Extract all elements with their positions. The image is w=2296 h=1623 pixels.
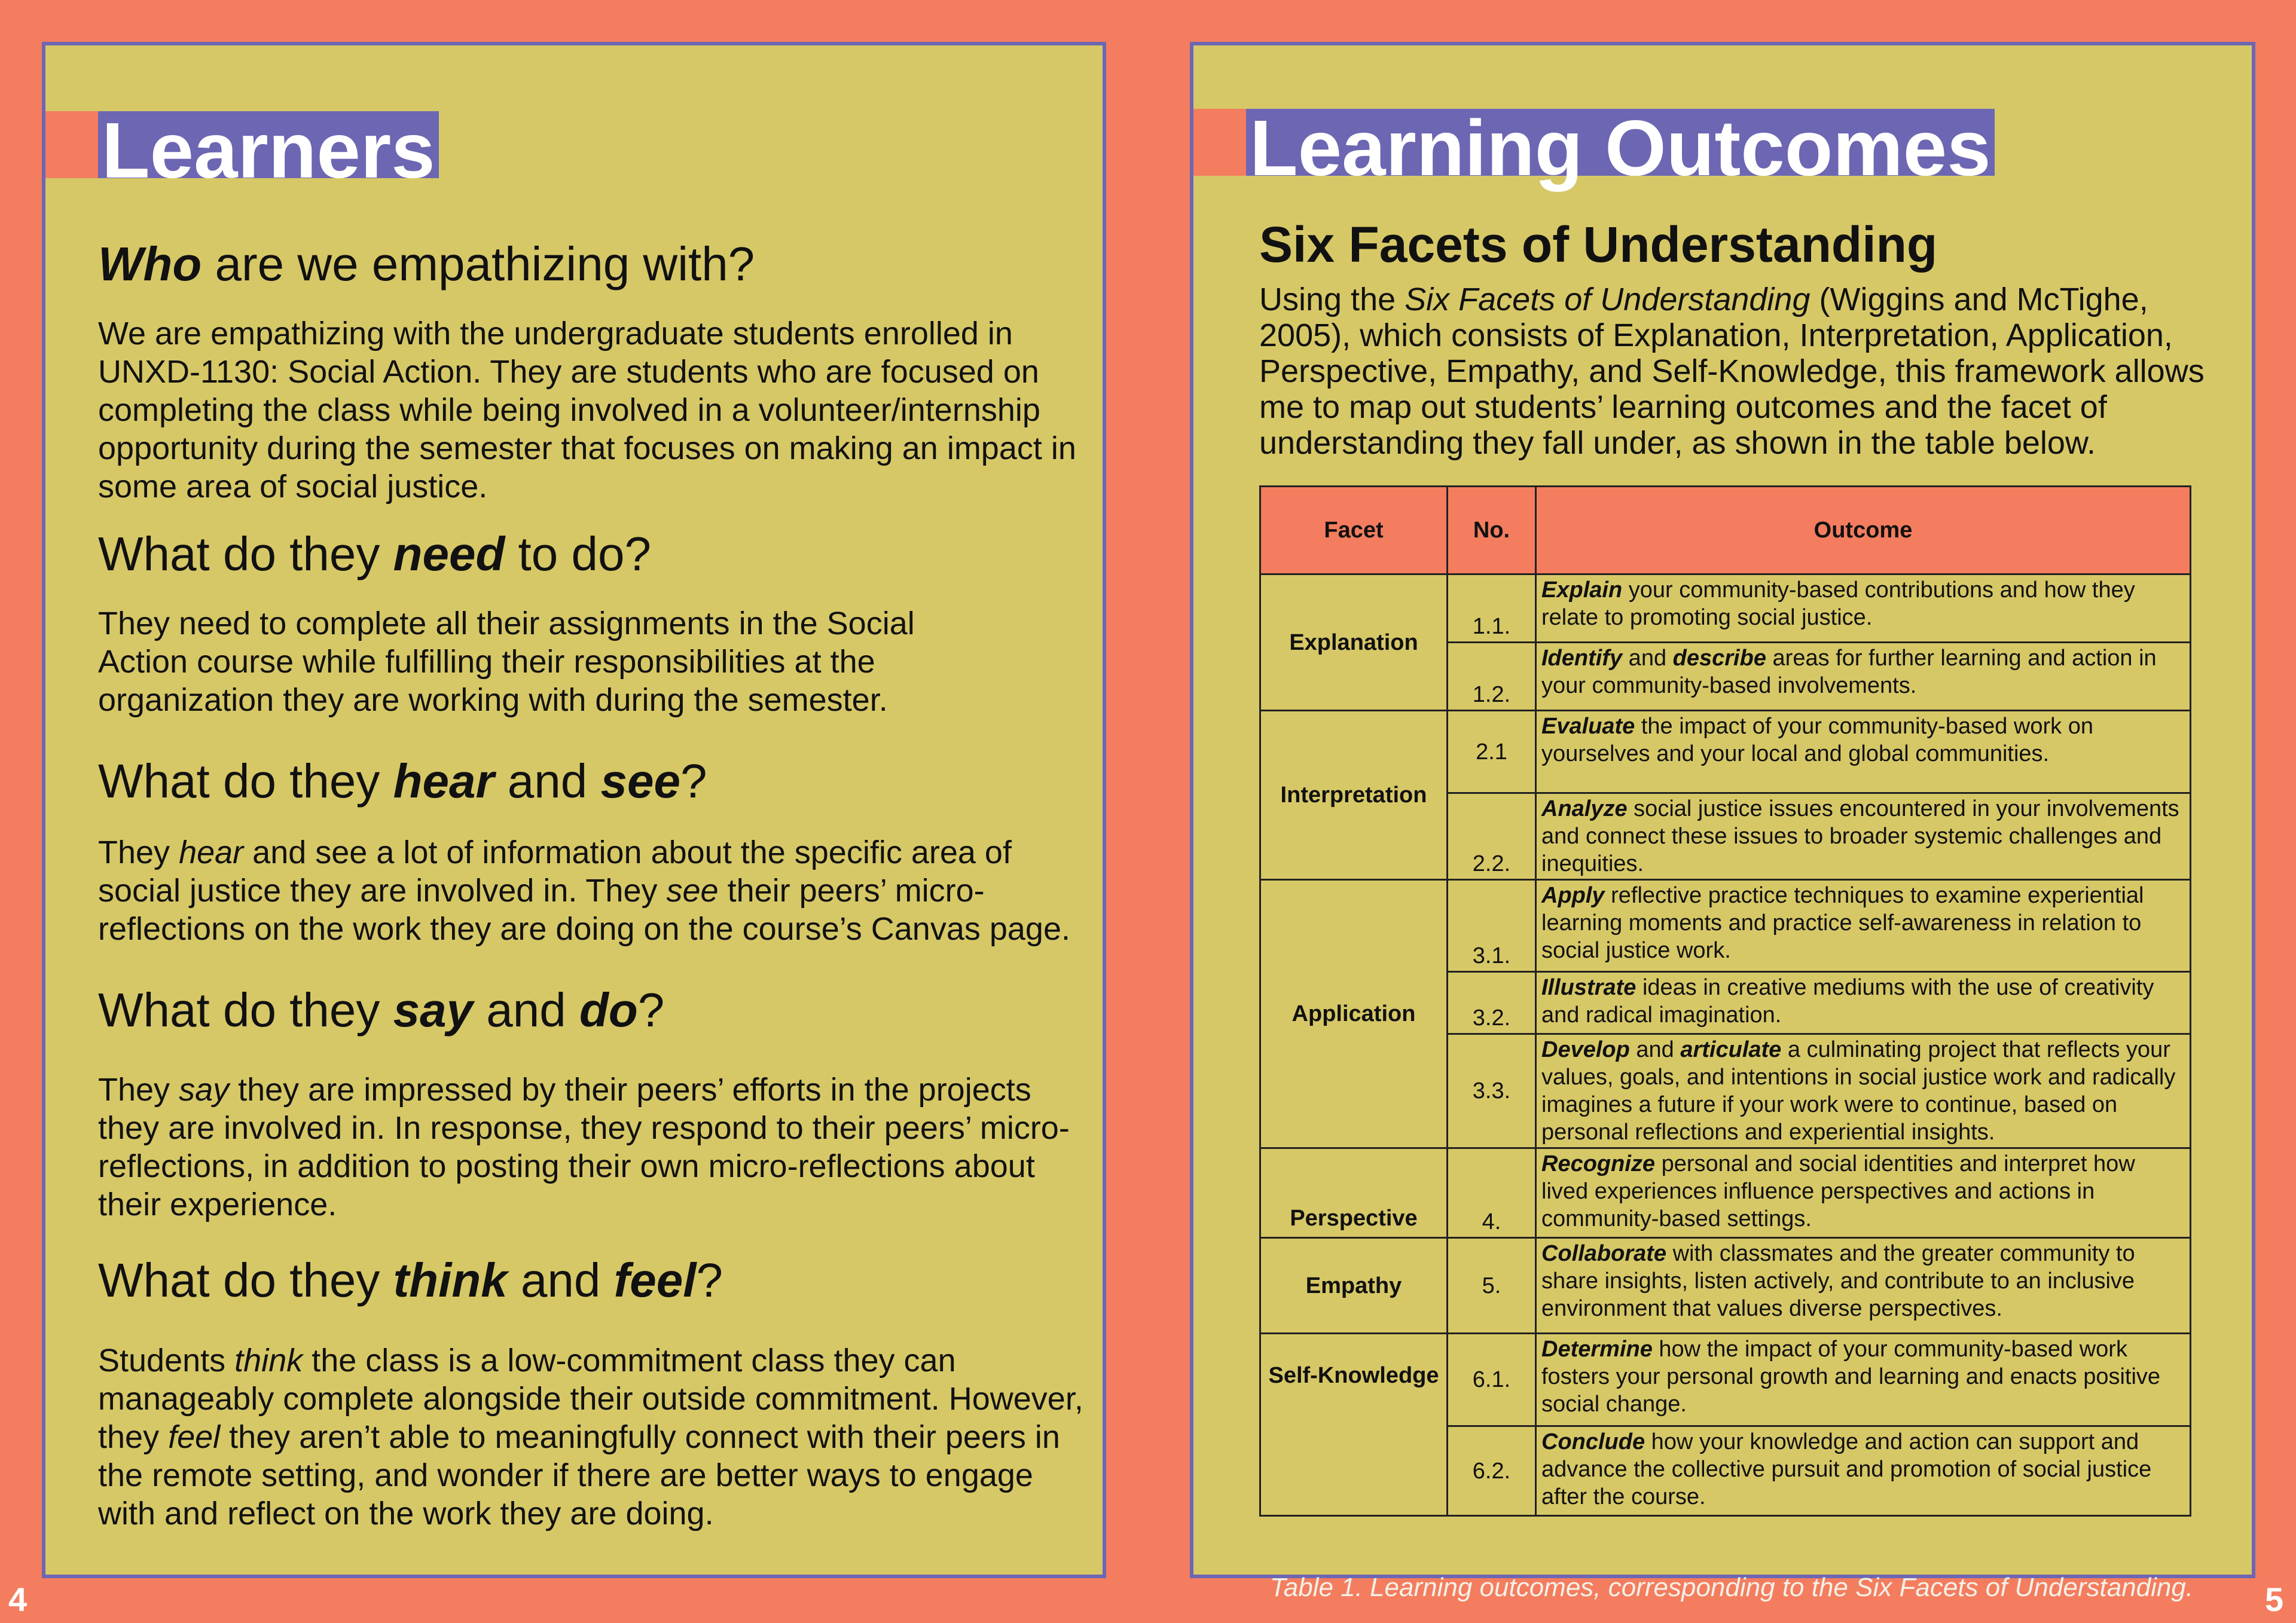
outcome-cell: Illustrate ideas in creative mediums with the use of creativity and radical imagination.: [1536, 972, 2191, 1034]
intro-paragraph: Using the Six Facets of Understanding (Wiggins and McTighe, 2005), which consists of Explanation, Interpretation, Application, Perspective, Empathy, and Self-Knowledge, this framework allows me to map out students’ learning outcomes and the facet of understanding they fall under, as shown in the table below.: [1259, 282, 2205, 461]
table-row: [1260, 711, 2191, 793]
number-cell: 5.: [1448, 1238, 1536, 1334]
answer-say-do: They say they are impressed by their peers’ efforts in the projects they are involved in. In response, they respond to their peers’ micro-reflections, in addition to posting their own micro-reflections about their experience.: [98, 1072, 1070, 1222]
table-row: [1260, 574, 2191, 643]
number-cell: 4.: [1448, 1148, 1536, 1238]
header-no: No.: [1448, 487, 1536, 574]
table-row: [1260, 1238, 2191, 1334]
facet-cell: Interpretation: [1260, 711, 1448, 880]
outcome-cell: Analyze social justice issues encountered in your involvements and connect these issues to broader systemic challenges and inequities.: [1536, 793, 2191, 880]
number-cell: 1.2.: [1448, 643, 1536, 711]
page-title: Learners: [98, 111, 439, 178]
table-header-row: [1260, 487, 2191, 574]
number-cell: 6.2.: [1448, 1426, 1536, 1516]
right-title-banner: [1193, 104, 1995, 192]
outcome-cell: Collaborate with classmates and the greater community to share insights, listen actively, and contribute to an inclusive environment that values diverse perspectives.: [1536, 1238, 2191, 1334]
question-need: What do they need to do?: [98, 527, 651, 580]
answer-hear-see: They hear and see a lot of information about the specific area of social justice they are involved in. They see their peers’ micro-reflections on the work they are doing on the course’s Canvas page.: [98, 835, 1070, 947]
question-hear-see: What do they hear and see?: [98, 754, 707, 808]
facet-cell: Empathy: [1260, 1238, 1448, 1334]
page-title: Learning Outcomes: [1246, 109, 1995, 176]
number-cell: 1.1.: [1448, 574, 1536, 643]
title-accent-bar: [1193, 109, 1246, 176]
facet-cell: Perspective: [1260, 1148, 1448, 1238]
outcome-cell: Apply reflective practice techniques to examine experiential learning moments and practice self-awareness in relation to social justice work.: [1536, 880, 2191, 972]
outcome-cell: Explain your community-based contributions and how they relate to promoting social justice.: [1536, 574, 2191, 643]
outcome-cell: Identify and describe areas for further learning and action in your community-based involvements.: [1536, 643, 2191, 711]
right-page: [1190, 42, 2255, 1602]
outcome-cell: Recognize personal and social identities and interpret how lived experiences influence perspectives and actions in community-based settings.: [1536, 1148, 2191, 1238]
title-accent-bar: [45, 111, 98, 178]
page-number-right: 5: [2265, 1581, 2284, 1618]
answer-need: They need to complete all their assignments in the Social Action course while fulfilling their responsibilities at the organization they are working with during the semester.: [98, 606, 915, 718]
section-subtitle: Six Facets of Understanding: [1259, 216, 1938, 273]
table-caption: Table 1. Learning outcomes, corresponding to the Six Facets of Understanding.: [1269, 1573, 2194, 1602]
table-row: [1260, 880, 2191, 972]
outcome-cell: Determine how the impact of your community-based work fosters your personal growth and learning and enacts positive social change.: [1536, 1334, 2191, 1426]
question-say-do: What do they say and do?: [98, 983, 665, 1037]
answer-think-feel: Students think the class is a low-commitment class they can manageably complete alongside their outside commitment. However, they feel they aren’t able to meaningfully connect with their peers in the remote setting, and wonder if there are better ways to engage with and reflect on the work they are doing.: [98, 1343, 1083, 1532]
table-row: [1260, 1148, 2191, 1238]
number-cell: 3.2.: [1448, 972, 1536, 1034]
question-who: Who are we empathizing with?: [98, 237, 755, 291]
outcome-cell: Evaluate the impact of your community-based work on yourselves and your local and global communities.: [1536, 711, 2191, 793]
facet-cell: Self-Knowledge: [1260, 1334, 1448, 1516]
number-cell: 2.2.: [1448, 793, 1536, 880]
outcomes-table: [1259, 485, 2191, 1517]
left-page: [42, 42, 1106, 1578]
header-facet: Facet: [1260, 487, 1448, 574]
outcome-cell: Develop and articulate a culminating project that reflects your values, goals, and intentions in social justice work and radically imagines a future if your work were to continue, based on personal reflections and experiential insights.: [1536, 1034, 2191, 1148]
number-cell: 6.1.: [1448, 1334, 1536, 1426]
number-cell: 2.1: [1448, 711, 1536, 793]
number-cell: 3.1.: [1448, 880, 1536, 972]
header-outcome: Outcome: [1536, 487, 2191, 574]
table-row: [1260, 1334, 2191, 1426]
outcome-cell: Conclude how your knowledge and action can support and advance the collective pursuit and promotion of social justice after the course.: [1536, 1426, 2191, 1516]
answer-who: We are empathizing with the undergraduate students enrolled in UNXD-1130: Social Action. They are students who are focused on completing the class while being involved in a volunteer/internship opportunity during the semester that focuses on making an impact in some area of social justice.: [98, 316, 1076, 505]
question-think-feel: What do they think and feel?: [98, 1254, 723, 1307]
facet-cell: Explanation: [1260, 574, 1448, 711]
number-cell: 3.3.: [1448, 1034, 1536, 1148]
facet-cell: Application: [1260, 880, 1448, 1148]
left-title-banner: [45, 106, 439, 194]
page-number-left: 4: [8, 1581, 28, 1618]
